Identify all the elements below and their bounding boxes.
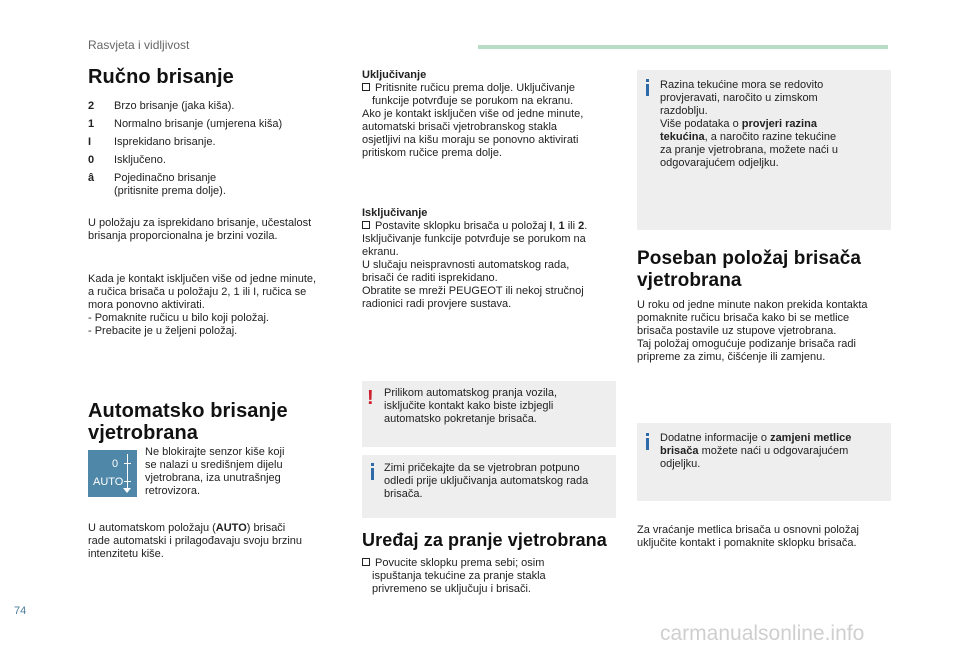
wiper-positions-list <box>88 100 348 198</box>
text-run: Pritisnite ručicu prema dolje. Uključivanje <box>372 82 575 94</box>
text-run-bold: 2 <box>578 220 585 232</box>
info-icon <box>371 468 374 480</box>
info-box-fluid-level <box>637 70 891 230</box>
list-key: 0 <box>88 154 95 166</box>
text-line: se nalazi u središnjem dijelu <box>145 459 283 471</box>
text-line: automatsko pokretanje brisača. <box>384 413 537 425</box>
text-line <box>660 118 886 131</box>
text-line <box>660 445 886 458</box>
list-text: Isključeno. <box>114 154 166 166</box>
text-line: isključite kontakt kako biste izbjegli <box>384 400 554 412</box>
list-item <box>88 136 348 154</box>
text-run-bold: zamjeni metlice <box>770 432 852 444</box>
info-text <box>660 79 886 170</box>
text-line: funkcije potvrđuje se porukom na ekranu. <box>372 95 574 107</box>
text-line: pritiskom ručice prema dolje. <box>362 147 502 159</box>
list-text: Normalno brisanje (umjerena kiša) <box>114 118 283 130</box>
text-line: provjeravati, naročito u zimskom <box>660 92 818 104</box>
watermark: carmanualsonline.info <box>660 622 865 645</box>
text-line: ekranu. <box>362 246 399 258</box>
list-text: Isprekidano brisanje. <box>114 136 216 148</box>
auto-sensor-note <box>145 446 315 498</box>
bullet-square-icon <box>362 83 370 91</box>
info-icon <box>646 84 649 96</box>
list-key: â <box>88 172 95 184</box>
subheading: Uključivanje <box>362 69 427 81</box>
text-line: privremeno se uključuju i brisači. <box>372 583 531 595</box>
section-switch-off <box>362 207 624 311</box>
text-run: , a naročito razine tekućine <box>704 131 837 143</box>
auto-icon-tick <box>124 463 131 464</box>
text-run: Više podataka o <box>660 118 742 130</box>
title-automatic-wiping <box>88 400 288 444</box>
list-text-line2: (pritisnite prema dolje). <box>114 185 226 197</box>
text-line <box>660 432 886 445</box>
text-line: Kada je kontakt isključen više od jedne minute, <box>88 273 317 285</box>
text-line: U slučaju neispravnosti automatskog rada, <box>362 259 570 271</box>
title-line: vjetrobrana <box>637 270 742 291</box>
text-line: Ne blokirajte senzor kiše koji <box>145 446 285 458</box>
text-line <box>362 82 624 95</box>
text-run-bold: AUTO <box>215 522 247 534</box>
warning-box <box>362 381 616 447</box>
text-line <box>660 131 886 144</box>
washer-instructions <box>362 557 624 596</box>
text-line: brisanja proporcionalna je brzini vozila. <box>88 230 278 242</box>
list-key: 2 <box>88 100 95 112</box>
title-line: vjetrobrana <box>88 422 199 444</box>
text-line: ispuštanja tekućine za pranje stakla <box>372 570 546 582</box>
info-box-blade-replacement <box>637 423 891 501</box>
text-line: Zimi pričekajte da se vjetrobran potpuno <box>384 462 580 474</box>
section-switch-on <box>362 69 624 160</box>
info-icon <box>646 438 649 450</box>
text-line: brisača. <box>384 488 423 500</box>
text-line: pomaknite ručicu brisača kako bi se metlice <box>637 312 850 324</box>
auto-icon-label: AUTO <box>93 476 124 488</box>
text-line: U roku od jedne minute nakon prekida kontakta <box>637 299 868 311</box>
text-line: retrovizora. <box>145 485 201 497</box>
paragraph-reactivation <box>88 273 358 338</box>
text-line: - Pomaknite ručicu u bilo koji položaj. <box>88 312 269 324</box>
title-washer: Uređaj za pranje vjetrobrana <box>362 530 607 550</box>
text-line: U položaju za isprekidano brisanje, učestalost <box>88 217 312 229</box>
list-text <box>114 172 226 198</box>
auto-icon-zero: 0 <box>112 458 119 470</box>
list-item <box>88 154 348 172</box>
text-line: Prilikom automatskog pranja vozila, <box>384 387 558 399</box>
special-position-text <box>637 299 899 364</box>
list-item <box>88 172 348 198</box>
list-key: I <box>88 136 92 148</box>
bullet-square-icon <box>362 558 370 566</box>
text-line <box>88 522 358 535</box>
text-line: rade automatski i prilagođavaju svoju brzinu <box>88 535 303 547</box>
info-text <box>384 462 612 501</box>
text-line <box>362 220 624 233</box>
text-run: U automatskom položaju ( <box>88 522 216 534</box>
text-line: brisači će raditi isprekidano. <box>362 272 498 284</box>
text-line: brisača postavile uz stupove vjetrobrana. <box>637 325 837 337</box>
warning-text <box>384 387 612 426</box>
auto-icon-arrow <box>123 488 131 493</box>
list-item <box>88 118 348 136</box>
text-line: pripreme za zimu, čišćenje ili zamjenu. <box>637 351 826 363</box>
text-run: ili <box>564 220 579 232</box>
text-line: odgovarajućem odjeljku. <box>660 157 779 169</box>
text-line: vjetrobrana, iza unutrašnjeg <box>145 472 281 484</box>
text-line: odjeljku. <box>660 458 701 470</box>
list-text: Brzo brisanje (jaka kiša). <box>114 100 235 112</box>
auto-icon-bar <box>127 454 128 492</box>
text-line: Ako je kontakt isključen više od jedne minute, <box>362 108 584 120</box>
paragraph-intermittent <box>88 217 358 243</box>
paragraph-auto-mode <box>88 522 358 561</box>
auto-icon-tick <box>124 481 131 482</box>
text-run: Povucite sklopku prema sebi; osim <box>372 557 545 569</box>
text-line: odledi prije uključivanja automatskog rada <box>384 475 589 487</box>
subheading: Isključivanje <box>362 207 428 219</box>
text-line: za pranje vjetrobrana, možete naći u <box>660 144 838 156</box>
running-header: Rasvjeta i vidljivost <box>88 38 190 52</box>
text-run-bold: 1 <box>558 220 565 232</box>
title-manual-wiping: Ručno brisanje <box>88 66 234 88</box>
text-run: možete naći u odgovarajućem <box>698 445 849 457</box>
reset-position-text <box>637 524 899 550</box>
text-line: intenzitetu kiše. <box>88 548 164 560</box>
title-line: Automatsko brisanje <box>88 400 288 422</box>
exclamation-icon: ! <box>367 387 374 409</box>
info-text <box>660 432 886 471</box>
text-run: . <box>584 220 588 232</box>
text-line: osjetljivi na kišu moraju se ponovno aktivirati <box>362 134 579 146</box>
text-line: - Prebacite je u željeni položaj. <box>88 325 238 337</box>
info-box-winter <box>362 455 616 518</box>
text-line: razdoblju. <box>660 105 708 117</box>
page-number: 74 <box>14 605 27 617</box>
list-key: 1 <box>88 118 95 130</box>
text-line: Taj položaj omogućuje podizanje brisača radi <box>637 338 856 350</box>
text-line: radionici radi provjere sustava. <box>362 298 512 310</box>
list-text-line1: Pojedinačno brisanje <box>114 172 217 184</box>
auto-wiper-icon <box>88 450 137 497</box>
list-item <box>88 100 348 118</box>
title-line: Poseban položaj brisača <box>637 248 862 269</box>
text-run: Postavite sklopku brisača u položaj <box>372 220 550 232</box>
text-line: automatski brisači vjetrobranskog stakla <box>362 121 558 133</box>
text-run-bold: I <box>549 220 553 232</box>
header-divider <box>478 45 888 49</box>
text-run-bold: provjeri razina <box>741 118 817 130</box>
text-run-bold: tekućina <box>660 131 705 143</box>
text-line: uključite kontakt i pomaknite sklopku brisača. <box>637 537 857 549</box>
text-run: Dodatne informacije o <box>660 432 771 444</box>
text-line: mora ponovno aktivirati. <box>88 299 205 311</box>
title-special-position <box>637 248 861 292</box>
text-line <box>362 557 624 570</box>
text-line: Razina tekućine mora se redovito <box>660 79 824 91</box>
text-run: ) brisači <box>246 522 286 534</box>
text-line: a ručica brisača u položaju 2, 1 ili I, ručica se <box>88 286 307 298</box>
text-line: Za vraćanje metlica brisača u osnovni položaj <box>637 524 859 536</box>
text-line: Obratite se mreži PEUGEOT ili nekoj stručnoj <box>362 285 584 297</box>
text-run: , <box>552 220 559 232</box>
text-line: Isključivanje funkcije potvrđuje se porukom na <box>362 233 586 245</box>
text-run-bold: brisača <box>660 445 699 457</box>
bullet-square-icon <box>362 221 370 229</box>
